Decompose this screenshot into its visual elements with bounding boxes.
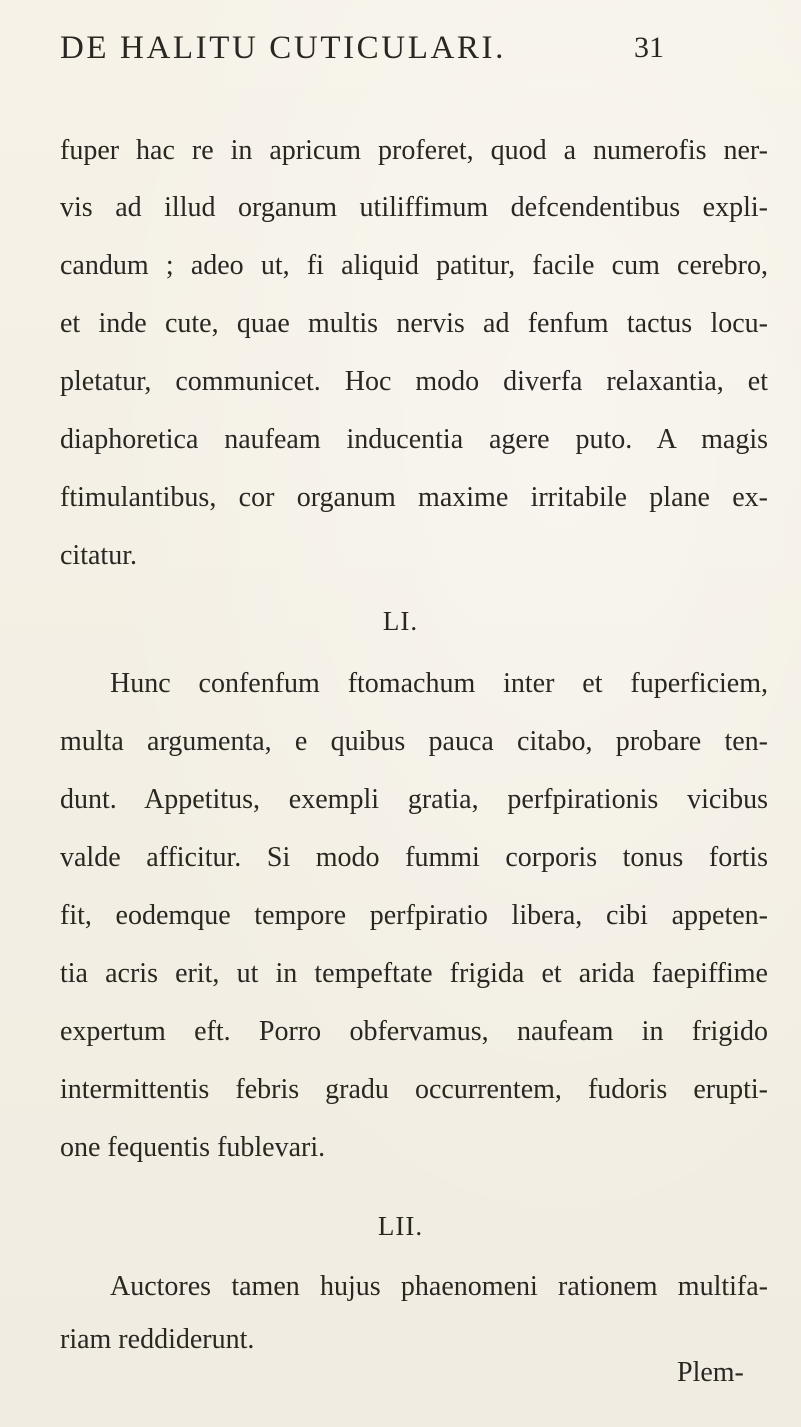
text-line: ftimulantibus, cor organum maxime irritabile plane ex- bbox=[60, 482, 768, 513]
text-line: fit, eodemque tempore perfpiratio libera, cibi appeten- bbox=[60, 900, 768, 931]
text-line: pletatur, communicet. Hoc modo diverfa relaxantia, et bbox=[60, 366, 768, 397]
catchword: Plem- bbox=[677, 1357, 744, 1388]
text-line: diaphoretica naufeam inducentia agere puto. A magis bbox=[60, 424, 768, 455]
text-line: valde afficitur. Si modo fummi corporis tonus fortis bbox=[60, 842, 768, 873]
text-line: multa argumenta, e quibus pauca citabo, probare ten- bbox=[60, 726, 768, 757]
text-line-indent: Hunc confenfum ftomachum inter et fuperficiem, bbox=[110, 668, 768, 699]
running-title: DE HALITU CUTICULARI. bbox=[60, 30, 506, 66]
section-heading-li: LI. bbox=[382, 606, 419, 636]
text-line: candum ; adeo ut, fi aliquid patitur, facile cum cerebro, bbox=[60, 250, 768, 281]
text-line: vis ad illud organum utiliffimum defcendentibus expli- bbox=[60, 192, 768, 223]
section-heading-lii: LII. bbox=[377, 1211, 424, 1241]
text-line: fuper hac re in apricum proferet, quod a numerofis ner- bbox=[60, 135, 768, 166]
text-line: tia acris erit, ut in tempeftate frigida et arida faepiffime bbox=[60, 958, 768, 989]
text-line-last: riam reddiderunt. bbox=[60, 1324, 255, 1355]
text-line-last: one fequentis fublevari. bbox=[60, 1132, 326, 1163]
text-line-last: citatur. bbox=[60, 540, 137, 571]
text-line: et inde cute, quae multis nervis ad fenfum tactus locu- bbox=[60, 308, 768, 339]
text-line: intermittentis febris gradu occurrentem, fudoris erupti- bbox=[60, 1074, 768, 1105]
text-line: dunt. Appetitus, exempli gratia, perfpirationis vicibus bbox=[60, 784, 768, 815]
running-head bbox=[60, 28, 760, 68]
text-line-indent: Auctores tamen hujus phaenomeni rationem multifa- bbox=[110, 1271, 768, 1302]
text-line: expertum eft. Porro obfervamus, naufeam in frigido bbox=[60, 1016, 768, 1047]
page-number: 31 bbox=[634, 31, 664, 64]
